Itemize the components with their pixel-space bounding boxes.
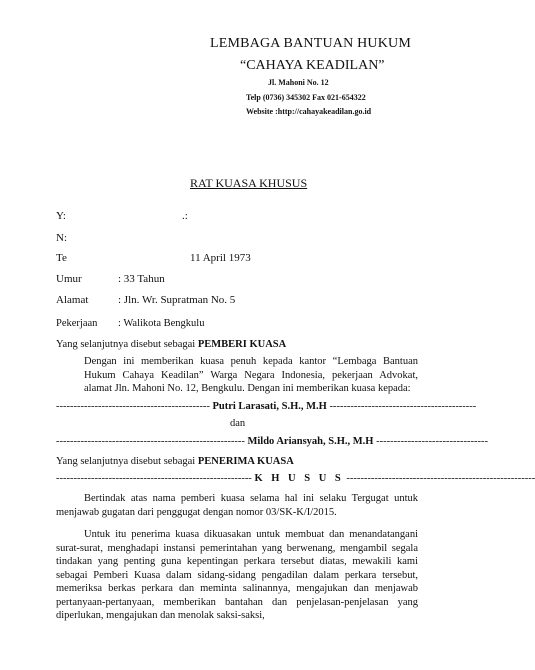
field-value-umur: : 33 Tahun (118, 273, 165, 285)
field-label-pekerjaan: Pekerjaan (56, 318, 98, 329)
advocate-2-name: Mildo Ariansyah, S.H., M.H (247, 436, 374, 447)
field-label-alamat: Alamat (56, 294, 89, 306)
pemberi-prefix: Yang selanjutnya disebut sebagai (56, 339, 198, 350)
field-value-ttl: 11 April 1973 (190, 252, 251, 264)
org-website: Website :http://cahayakeadilan.go.id (246, 107, 372, 116)
field-label-umur: Umur (56, 273, 82, 285)
dash-left: -------------------------------------------------------- (56, 473, 252, 484)
org-subname: “CAHAYA KEADILAN” (240, 58, 385, 73)
org-address: Jl. Mahoni No. 12 (268, 78, 329, 87)
pemberi-kuasa-line (56, 339, 286, 350)
penerima-kuasa-line (56, 456, 294, 467)
dash-right: ------------------------------------------ (329, 401, 477, 412)
dash-left: ------------------------------------------------------ (56, 436, 245, 447)
penerima-prefix: Yang selanjutnya disebut sebagai (56, 456, 198, 467)
field-value-nama: .: (182, 210, 188, 222)
field-label-ttl: Te (56, 252, 67, 264)
dash-right: ------------------------------------------------------ (346, 473, 535, 484)
khusus-separator (56, 473, 535, 484)
dash-right: -------------------------------- (376, 436, 488, 447)
khusus-word: K H U S U S (254, 473, 344, 484)
org-name: LEMBAGA BANTUAN HUKUM (210, 36, 411, 51)
penerima-role: PENERIMA KUASA (197, 456, 294, 467)
advocate-1-line (56, 401, 477, 412)
field-label-nama: Y: (56, 210, 66, 222)
intro-paragraph: Dengan ini memberikan kuasa penuh kepada kantor “Lembaga Bantuan Hukum Cahaya Keadilan” Warga Negara Indonesia, pekerjaan Advokat, alamat Jln. Mahoni No. 12, Bengkulu. Dengan ini memberikan kuasa kepada: (84, 356, 418, 394)
paragraph-1: Bertindak atas nama pemberi kuasa selama hal ini selaku Tergugat untuk menjawab gugatan dari penggugat dengan nomor 03/SK-K/I/2015. (56, 493, 418, 518)
paragraph-2: Untuk itu penerima kuasa dikuasakan untuk membuat dan menandatangani surat-surat, menghadapi instansi pemerintahan yang berwenang, mengambil segala tindakan yang penting guna kepentingan perkara tersebut diatas, mewakili kami sebagai Pemberi Kuasa dalam sidang-sidang pengadilan dalam perkara tersebut, memeriksa berkas perkara dan meminta salinannya, mengajukan dan menjawab pertanyaan-pertanyaan, memberikan bantahan dan penjelasan-penjelasan yang diperlukan, mengajukan dan menolak saksi-saksi, (56, 529, 418, 621)
field-label-nik: N: (56, 232, 67, 244)
dash-left: -------------------------------------------- (56, 401, 210, 412)
document-title: RAT KUASA KHUSUS (190, 176, 308, 190)
field-value-pekerjaan: : Walikota Bengkulu (118, 318, 205, 329)
connector-text: dan (230, 418, 246, 429)
advocate-2-line (56, 436, 488, 447)
org-phone: Telp (0736) 345302 Fax 021-654322 (246, 93, 366, 102)
advocate-1-name: Putri Larasati, S.H., M.H (212, 401, 327, 412)
field-value-alamat: : Jln. Wr. Supratman No. 5 (118, 294, 236, 306)
pemberi-role: PEMBERI KUASA (197, 339, 287, 350)
